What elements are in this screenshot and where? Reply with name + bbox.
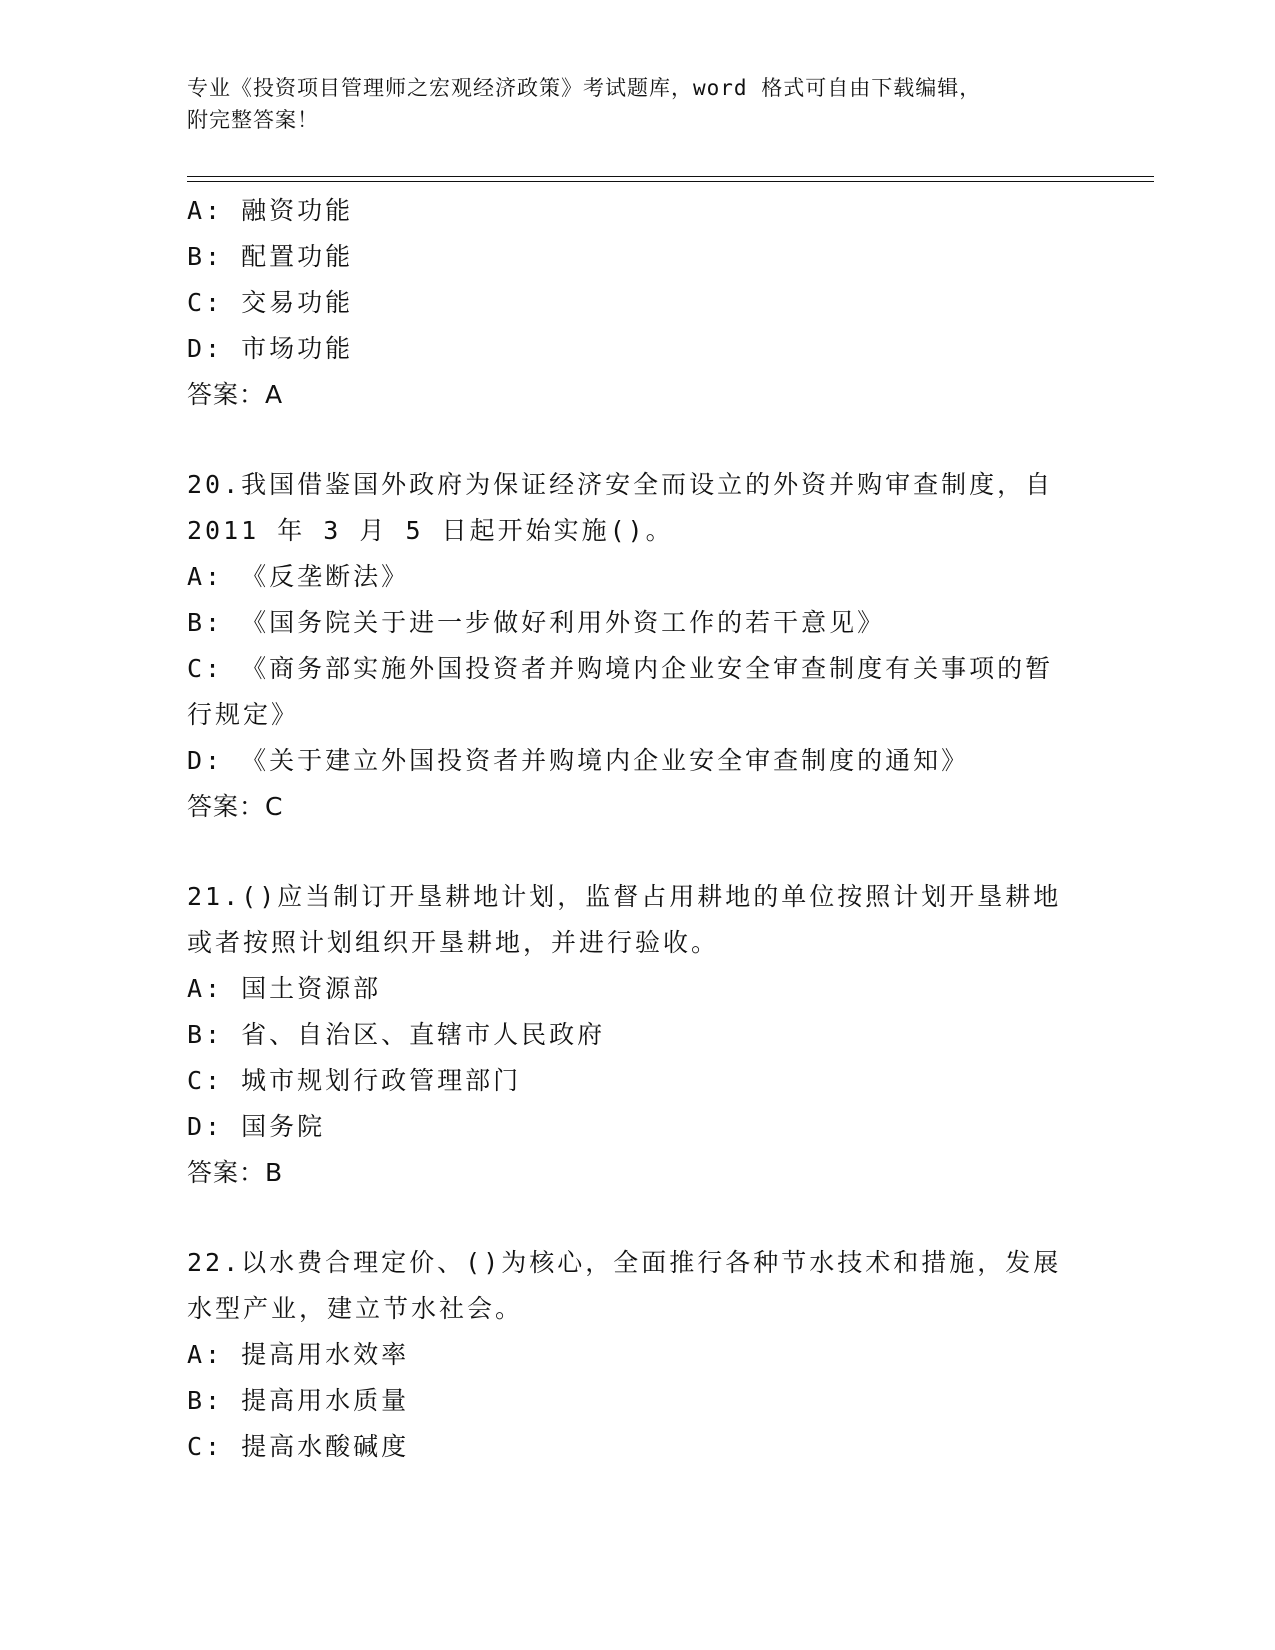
answer-line: 答案：C (187, 792, 284, 821)
spacer (187, 1196, 1077, 1240)
header-rule-top (187, 176, 1154, 177)
header-line-1: 专业《投资项目管理师之宏观经济政策》考试题库，word 格式可自由下载编辑， (187, 76, 982, 100)
option-c: C: 城市规划行政管理部门 (187, 1066, 522, 1095)
option-d: D: 国务院 (187, 1112, 326, 1141)
question-text-line: 22.以水费合理定价、()为核心，全面推行各种节水技术和措施，发展 (187, 1248, 1062, 1277)
question-text-line: 水型产业，建立节水社会。 (187, 1294, 524, 1323)
option-b: B: 配置功能 (187, 242, 354, 271)
question-text-line: 20.我国借鉴国外政府为保证经济安全而设立的外资并购审查制度，自 (187, 470, 1054, 499)
header-rule-bottom (187, 181, 1154, 182)
answer-line: 答案：B (187, 1158, 284, 1187)
option-a: A: 融资功能 (187, 196, 354, 225)
option-a: A: 提高用水效率 (187, 1340, 410, 1369)
option-d: D: 《关于建立外国投资者并购境内企业安全审查制度的通知》 (187, 746, 970, 775)
question-list (187, 188, 1077, 1470)
question-block-previous (187, 188, 1077, 418)
question-block-20 (187, 462, 1077, 830)
option-c-continued: 行规定》 (187, 700, 300, 729)
option-c: C: 《商务部实施外国投资者并购境内企业安全审查制度有关事项的暂 (187, 654, 1054, 683)
option-d: D: 市场功能 (187, 334, 354, 363)
header-line-2: 附完整答案！ (187, 108, 319, 132)
option-c: C: 交易功能 (187, 288, 354, 317)
option-a: A: 《反垄断法》 (187, 562, 410, 591)
option-b: B: 省、自治区、直辖市人民政府 (187, 1020, 606, 1049)
question-block-22 (187, 1240, 1077, 1470)
document-header (187, 72, 1067, 136)
option-b: B: 《国务院关于进一步做好利用外资工作的若干意见》 (187, 608, 886, 637)
spacer (187, 830, 1077, 874)
question-text-line: 或者按照计划组织开垦耕地，并进行验收。 (187, 928, 720, 957)
option-b: B: 提高用水质量 (187, 1386, 410, 1415)
question-text-line: 21.()应当制订开垦耕地计划，监督占用耕地的单位按照计划开垦耕地 (187, 882, 1062, 911)
question-text-line: 2011 年 3 月 5 日起开始实施()。 (187, 516, 674, 545)
option-c: C: 提高水酸碱度 (187, 1432, 410, 1461)
spacer (187, 418, 1077, 462)
answer-line: 答案：A (187, 380, 284, 409)
option-a: A: 国土资源部 (187, 974, 382, 1003)
question-block-21 (187, 874, 1077, 1196)
